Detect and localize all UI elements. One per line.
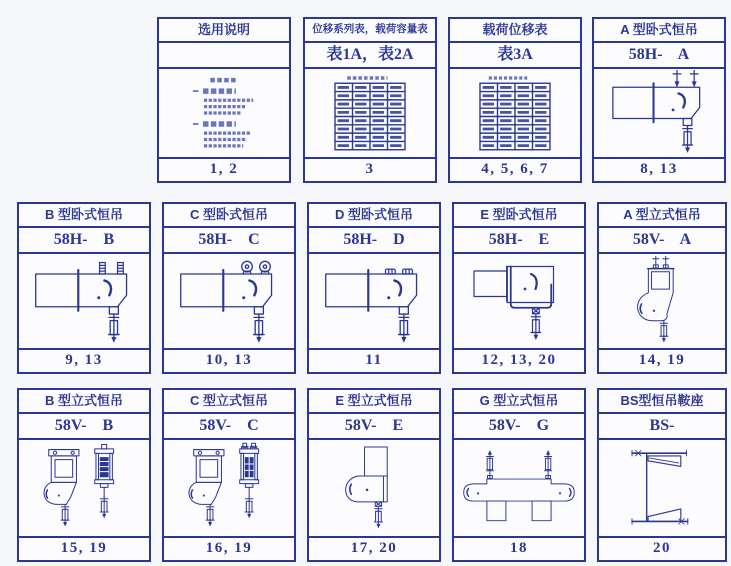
card-code: 58H- A — [594, 43, 724, 69]
card-title: B 型立式恒吊 — [19, 390, 149, 414]
horizontal-hanger-b-icon — [30, 256, 138, 346]
card-58v-a — [597, 202, 727, 374]
card-title: 位移系列表，载荷容量表 — [305, 19, 435, 43]
card-code: 58V- E — [309, 414, 439, 440]
card-pages: 1, 2 — [159, 157, 289, 181]
horizontal-hanger-d-icon — [320, 256, 428, 346]
card-title: B 型卧式恒吊 — [19, 204, 149, 228]
card-code: 58H- E — [454, 228, 584, 254]
card-pages: 18 — [454, 536, 584, 560]
card-table-3a — [448, 17, 582, 183]
vertical-hanger-b-icon — [28, 442, 140, 534]
card-58h-c — [162, 202, 296, 374]
card-code: BS- — [599, 414, 725, 440]
card-title: 选用说明 — [159, 19, 289, 43]
card-code: 58H- D — [309, 228, 439, 254]
card-title: A 型立式恒吊 — [599, 204, 725, 228]
card-title: BS型恒吊鞍座 — [599, 390, 725, 414]
card-bs-saddle — [597, 388, 727, 562]
horizontal-hanger-c-icon — [175, 256, 283, 346]
vertical-hanger-c-icon — [173, 442, 285, 534]
card-58v-g — [452, 388, 586, 562]
card-title: A 型卧式恒吊 — [594, 19, 724, 43]
card-code: 58V- B — [19, 414, 149, 440]
card-pages: 10, 13 — [164, 348, 294, 372]
card-pages: 15, 19 — [19, 536, 149, 560]
card-code: 58H- C — [164, 228, 294, 254]
card-title: D 型卧式恒吊 — [309, 204, 439, 228]
card-title: E 型卧式恒吊 — [454, 204, 584, 228]
saddle-channel-icon — [615, 442, 709, 534]
document-outline-icon — [170, 71, 278, 155]
horizontal-hanger-a-icon — [607, 70, 711, 156]
card-58h-a — [592, 17, 726, 183]
card-pages: 12, 13, 20 — [454, 348, 584, 372]
data-table-icon — [317, 71, 423, 155]
card-table-1a-2a — [303, 17, 437, 183]
card-title: C 型卧式恒吊 — [164, 204, 294, 228]
card-code: 表3A — [450, 43, 580, 69]
card-pages: 16, 19 — [164, 536, 294, 560]
card-pages: 11 — [309, 348, 439, 372]
card-pages: 9, 13 — [19, 348, 149, 372]
card-title: C 型立式恒吊 — [164, 390, 294, 414]
vertical-hanger-g-icon — [456, 449, 582, 527]
horizontal-hanger-e-icon — [469, 256, 569, 346]
card-code — [159, 43, 289, 69]
card-pages: 8, 13 — [594, 157, 724, 181]
card-code: 58V- C — [164, 414, 294, 440]
card-pages: 3 — [305, 157, 435, 181]
card-title: E 型立式恒吊 — [309, 390, 439, 414]
card-title: G 型立式恒吊 — [454, 390, 584, 414]
card-pages: 17, 20 — [309, 536, 439, 560]
card-58v-c — [162, 388, 296, 562]
card-58v-e — [307, 388, 441, 562]
card-58h-e — [452, 202, 586, 374]
card-58v-b — [17, 388, 151, 562]
card-code: 表1A，表2A — [305, 43, 435, 69]
card-58h-b — [17, 202, 151, 374]
card-code: 58V- G — [454, 414, 584, 440]
vertical-hanger-a-icon — [631, 256, 693, 347]
card-code: 58V- A — [599, 228, 725, 254]
card-title: 载荷位移表 — [450, 19, 580, 43]
card-code: 58H- B — [19, 228, 149, 254]
vertical-hanger-e-icon — [339, 442, 409, 534]
data-table-icon — [462, 71, 568, 155]
card-pages: 14, 19 — [599, 348, 725, 372]
card-pages: 20 — [599, 536, 725, 560]
card-usage-notes — [157, 17, 291, 183]
card-pages: 4, 5, 6, 7 — [450, 157, 580, 181]
card-58h-d — [307, 202, 441, 374]
